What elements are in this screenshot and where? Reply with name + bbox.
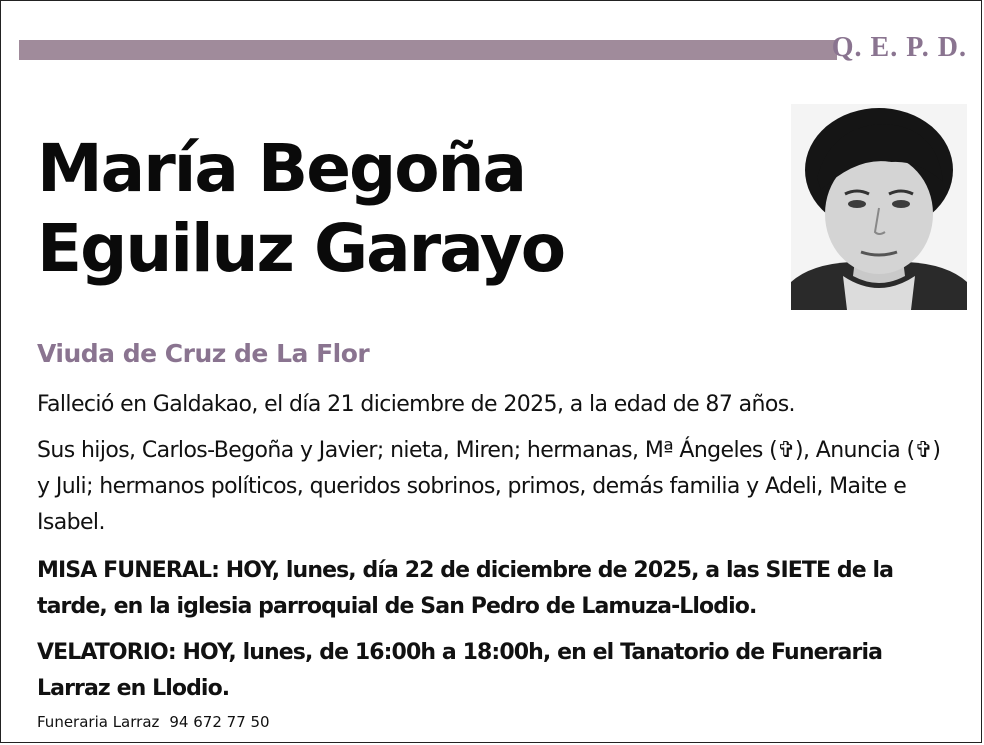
funeral-home-phone: 94 672 77 50 <box>169 713 270 731</box>
death-notice-text: Falleció en Galdakao, el día 21 diciembre de 2025, a la edad de 87 años. <box>37 392 795 417</box>
qepd-label: Q. E. P. D. <box>831 32 967 63</box>
deceased-name <box>37 129 777 289</box>
header-bar <box>19 40 837 60</box>
name-line-1: María Begoña <box>37 130 526 207</box>
name-line-2: Eguiluz Garayo <box>37 210 565 287</box>
family-text: Sus hijos, Carlos-Begoña y Javier; nieta, Miren; hermanas, Mª Ángeles (✞), Anuncia (✞) y Juli; hermanos políticos, queridos sobrinos, primos, demás familia y Adeli, Maite e Isabel. <box>37 438 941 535</box>
widow-of-line: Viuda de Cruz de La Flor <box>37 339 370 368</box>
wake-text: VELATORIO: HOY, lunes, de 16:00h a 18:00h, en el Tanatorio de Funeraria Larraz en Llodio. <box>37 640 883 701</box>
funeral-home-name: Funeraria Larraz <box>37 713 160 731</box>
portrait-photo <box>791 104 967 310</box>
footer-contact <box>37 713 270 731</box>
portrait-image <box>791 104 967 310</box>
funeral-mass-text: MISA FUNERAL: HOY, lunes, día 22 de diciembre de 2025, a las SIETE de la tarde, en la iglesia parroquial de San Pedro de Lamuza-Llodio. <box>37 558 894 619</box>
